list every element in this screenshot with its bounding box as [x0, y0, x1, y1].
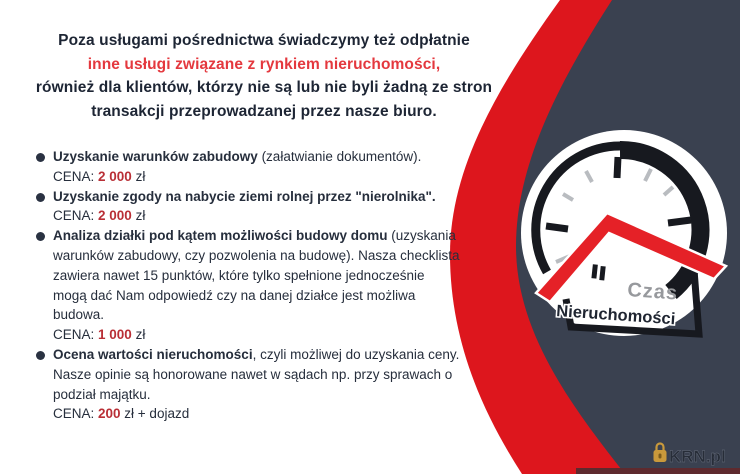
price-value: 2 000 — [98, 168, 132, 184]
maroon-strip — [576, 468, 740, 474]
services-list — [36, 147, 460, 424]
price-label: CENA: — [53, 406, 99, 422]
service-text-segment: Ocena wartości nieruchomości — [53, 346, 253, 362]
service-text-segment: , czyli możliwej do uzyskania ceny. Nasze opinie są honorowane nawet w sądach np. przy sprawach o podział majątku. — [53, 346, 460, 402]
service-price — [53, 404, 460, 424]
bullet-icon — [36, 351, 45, 360]
price-suffix: zł + dojazd — [120, 406, 190, 422]
price-value: 2 000 — [98, 208, 132, 224]
service-price — [53, 206, 460, 226]
price-suffix: zł — [131, 327, 146, 343]
service-text-segment: Uzyskanie warunków zabudowy — [53, 149, 258, 164]
service-text-segment: Uzyskanie zgody na nabycie ziemi rolnej przez "nierolnika". — [53, 188, 436, 204]
bullet-icon — [36, 232, 45, 241]
service-price — [53, 167, 460, 187]
logo-text-nieruchomosci: Nieruchomości — [555, 302, 676, 329]
intro-line-4: transakcji przeprowadzanej przez nasze biuro. — [91, 102, 437, 120]
watermark-label: KRN.pl — [669, 447, 726, 466]
price-value: 1 000 — [98, 327, 132, 343]
logo-text-czas: Czas — [626, 279, 679, 305]
bullet-icon — [36, 153, 45, 162]
service-text-segment: (uzyskania warunków zabudowy, czy pozwolenia na budowę). Nasza checklista zawiera nawet 15 punktów, które tylko spełnione jednocześnie mogą dać Nam odpowiedź czy na danej działce jest możliwa budowa. — [53, 228, 460, 323]
service-text — [53, 345, 460, 424]
price-value: 200 — [98, 406, 121, 422]
service-description — [53, 345, 460, 404]
service-item — [36, 187, 460, 227]
service-text-segment: (załatwianie dokumentów). — [257, 149, 422, 164]
service-text — [53, 147, 460, 187]
service-text — [53, 187, 460, 227]
price-suffix: zł — [131, 168, 146, 184]
agency-logo — [521, 130, 727, 336]
service-description — [53, 147, 460, 167]
bullet-icon — [36, 193, 45, 202]
intro-line-1: Poza usługami pośrednictwa świadczymy też odpłatnie — [58, 32, 470, 49]
intro-line-2: inne usługi związane z rynkiem nieruchomości, — [87, 55, 441, 73]
intro-line-3: również dla klientów, którzy nie są lub nie byli żadną ze stron — [35, 79, 493, 96]
service-description — [53, 187, 460, 207]
service-description — [53, 226, 460, 325]
intro-heading — [16, 29, 512, 123]
service-text-segment: Analiza działki pod kątem możliwości budowy domu — [53, 228, 388, 244]
service-price — [53, 325, 460, 345]
price-label: CENA: — [53, 327, 99, 343]
price-suffix: zł — [131, 208, 146, 224]
service-item — [36, 147, 460, 187]
price-label: CENA: — [53, 168, 99, 184]
service-text — [53, 226, 460, 345]
price-label: CENA: — [53, 208, 99, 224]
service-item — [36, 345, 460, 424]
service-item — [36, 226, 460, 345]
